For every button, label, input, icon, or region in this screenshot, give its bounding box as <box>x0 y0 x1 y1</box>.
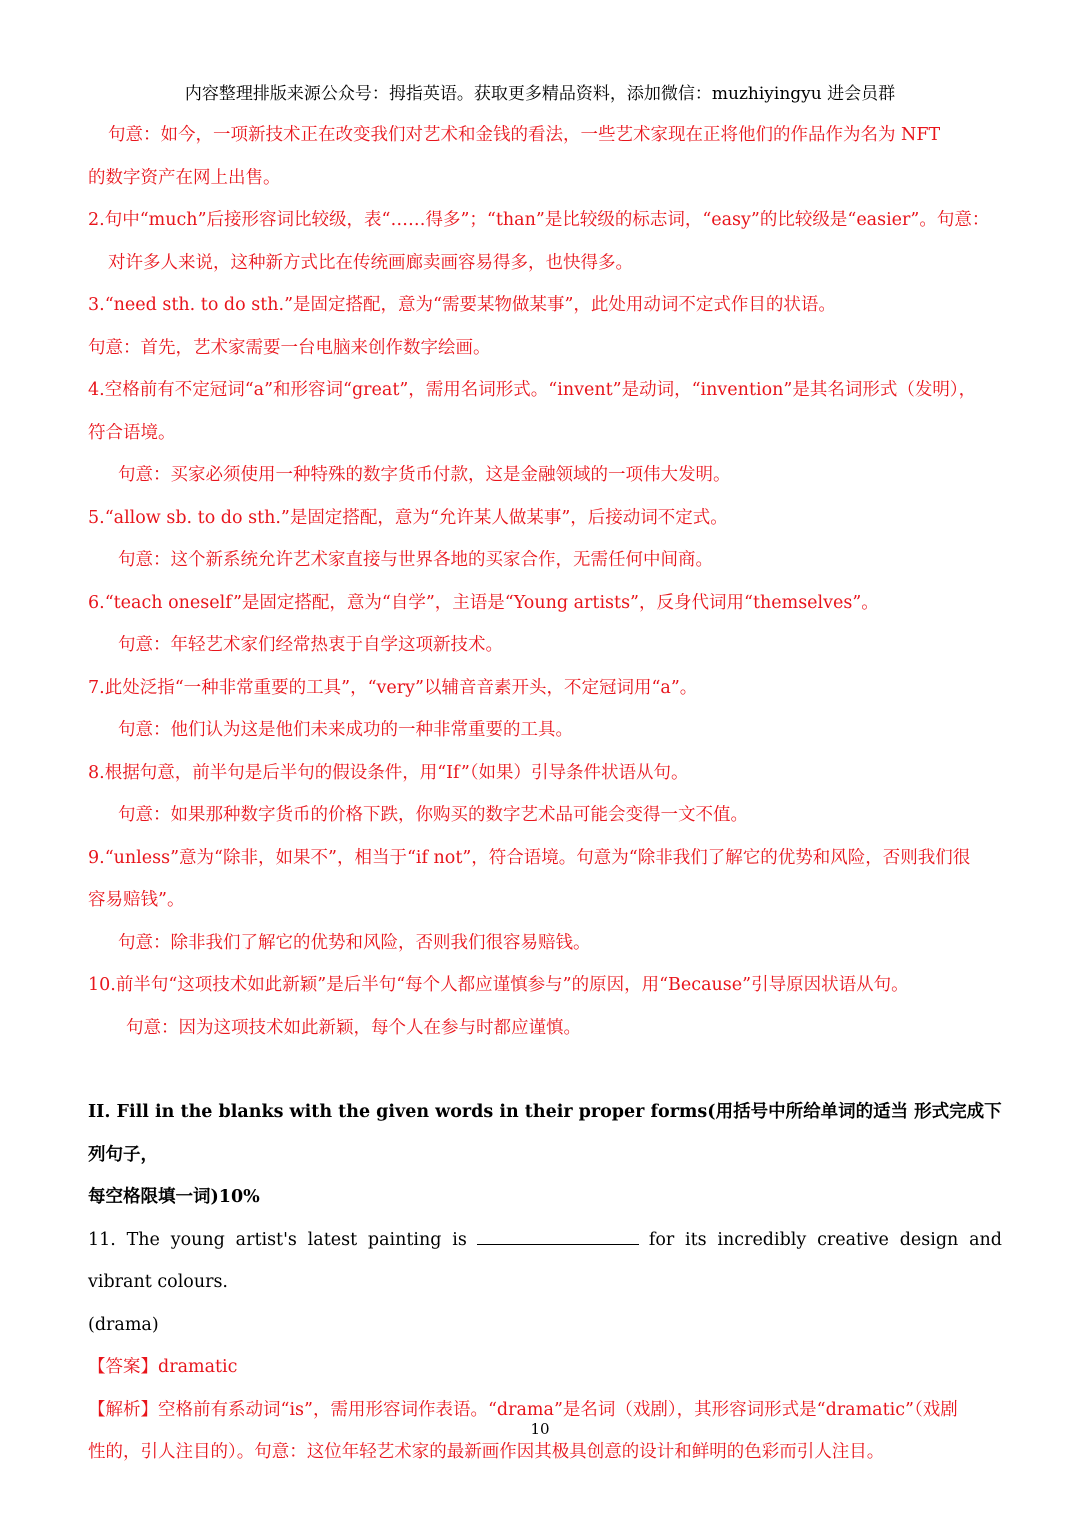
explanation-7: 7.此处泛指“一种非常重要的工具”，“very”以辅音音素开头，不定冠词用“a”。 <box>88 677 698 698</box>
section-2-title-line-1: II. Fill in the blanks with the given words in their proper forms(用括号中所给单词的适当 形式完成下列句子， <box>88 1102 1002 1165</box>
explanation-9-line-1: 9.“unless”意为“除非，如果不”，相当于“if not”，符合语境。句意为“除非我们了解它的优势和风险，否则我们很 <box>88 847 971 868</box>
question-11-text-after: for its incredibly creative design and vibrant colours. <box>88 1229 1002 1292</box>
explanation-7-meaning: 句意：他们认为这是他们未来成功的一种非常重要的工具。 <box>118 720 573 740</box>
explanation-3-meaning: 句意：首先，艺术家需要一台电脑来创作数字绘画。 <box>88 337 491 358</box>
page-header: 内容整理排版来源公众号：拇指英语。获取更多精品资料，添加微信：muzhiyingyu 进会员群 <box>184 84 896 104</box>
question-11-blank <box>477 1226 639 1245</box>
explanation-10-meaning: 句意：因为这项技术如此新颖，每个人在参与时都应谨慎。 <box>126 1017 581 1038</box>
explanation-6: 6.“teach oneself”是固定搭配，意为“自学”，主语是“Young artists”，反身代词用“themselves”。 <box>88 592 879 613</box>
explanation-5: 5.“allow sb. to do sth.”是固定搭配，意为“允许某人做某事”，后接动词不定式。 <box>88 507 728 528</box>
explanation-4-meaning: 句意：买家必须使用一种特殊的数字货币付款，这是金融领域的一项伟大发明。 <box>118 465 731 485</box>
explanation-1-line-1: 句意：如今，一项新技术正在改变我们对艺术和金钱的看法，一些艺术家现在正将他们的作品作为名为 NFT <box>108 125 941 145</box>
explanation-6-meaning: 句意：年轻艺术家们经常热衷于自学这项新技术。 <box>118 635 503 655</box>
question-11-hint: (drama) <box>88 1314 159 1335</box>
explanation-8: 8.根据句意，前半句是后半句的假设条件，用“If”（如果）引导条件状语从句。 <box>88 762 689 783</box>
analysis-line-2: 性的，引人注目的）。句意：这位年轻艺术家的最新画作因其极具创意的设计和鲜明的色彩而引人注目。 <box>88 1442 885 1462</box>
analysis-label: 【解析】 <box>88 1399 158 1420</box>
explanation-5-meaning: 句意：这个新系统允许艺术家直接与世界各地的买家合作，无需任何中间商。 <box>118 550 713 570</box>
answer-label: 【答案】 <box>88 1357 158 1377</box>
document-body <box>88 114 1002 1474</box>
question-11 <box>88 1219 1002 1304</box>
explanation-10: 10.前半句“这项技术如此新颖”是后半句“每个人都应谨慎参与”的原因，用“Because”引导原因状语从句。 <box>88 975 909 995</box>
explanation-2-line-1: 2.句中“much”后接形容词比较级，表“……得多”；“than”是比较级的标志词，“easy”的比较级是“easier”。句意： <box>88 210 990 230</box>
explanation-9-line-2: 容易赔钱”。 <box>88 890 185 910</box>
question-11-text-before: 11. The young artist's latest painting is <box>88 1229 467 1250</box>
answer-value: dramatic <box>158 1357 238 1377</box>
explanation-4-line-2: 符合语境。 <box>88 422 176 443</box>
answer-line <box>88 1346 1002 1389</box>
page-number: 10 <box>530 1420 550 1438</box>
explanation-1-line-2: 的数字资产在网上出售。 <box>88 167 281 188</box>
explanation-8-meaning: 句意：如果那种数字货币的价格下跌，你购买的数字艺术品可能会变得一文不值。 <box>118 805 748 825</box>
explanation-9-meaning: 句意：除非我们了解它的优势和风险，否则我们很容易赔钱。 <box>118 932 591 953</box>
explanation-2-line-2: 对许多人来说，这种新方式比在传统画廊卖画容易得多，也快得多。 <box>108 252 633 273</box>
analysis-text-1: 空格前有系动词“is”，需用形容词作表语。“drama”是名词（戏剧），其形容词形式是“dramatic”（戏剧 <box>158 1399 958 1420</box>
explanation-3: 3.“need sth. to do sth.”是固定搭配，意为“需要某物做某事”，此处用动词不定式作目的状语。 <box>88 295 836 315</box>
explanation-4-line-1: 4.空格前有不定冠词“a”和形容词“great”，需用名词形式。“invent”是动词，“invention”是其名词形式（发明）， <box>88 380 977 400</box>
section-spacer <box>88 1049 1002 1091</box>
section-2-title-line-2: 每空格限填一词)10% <box>88 1187 260 1207</box>
